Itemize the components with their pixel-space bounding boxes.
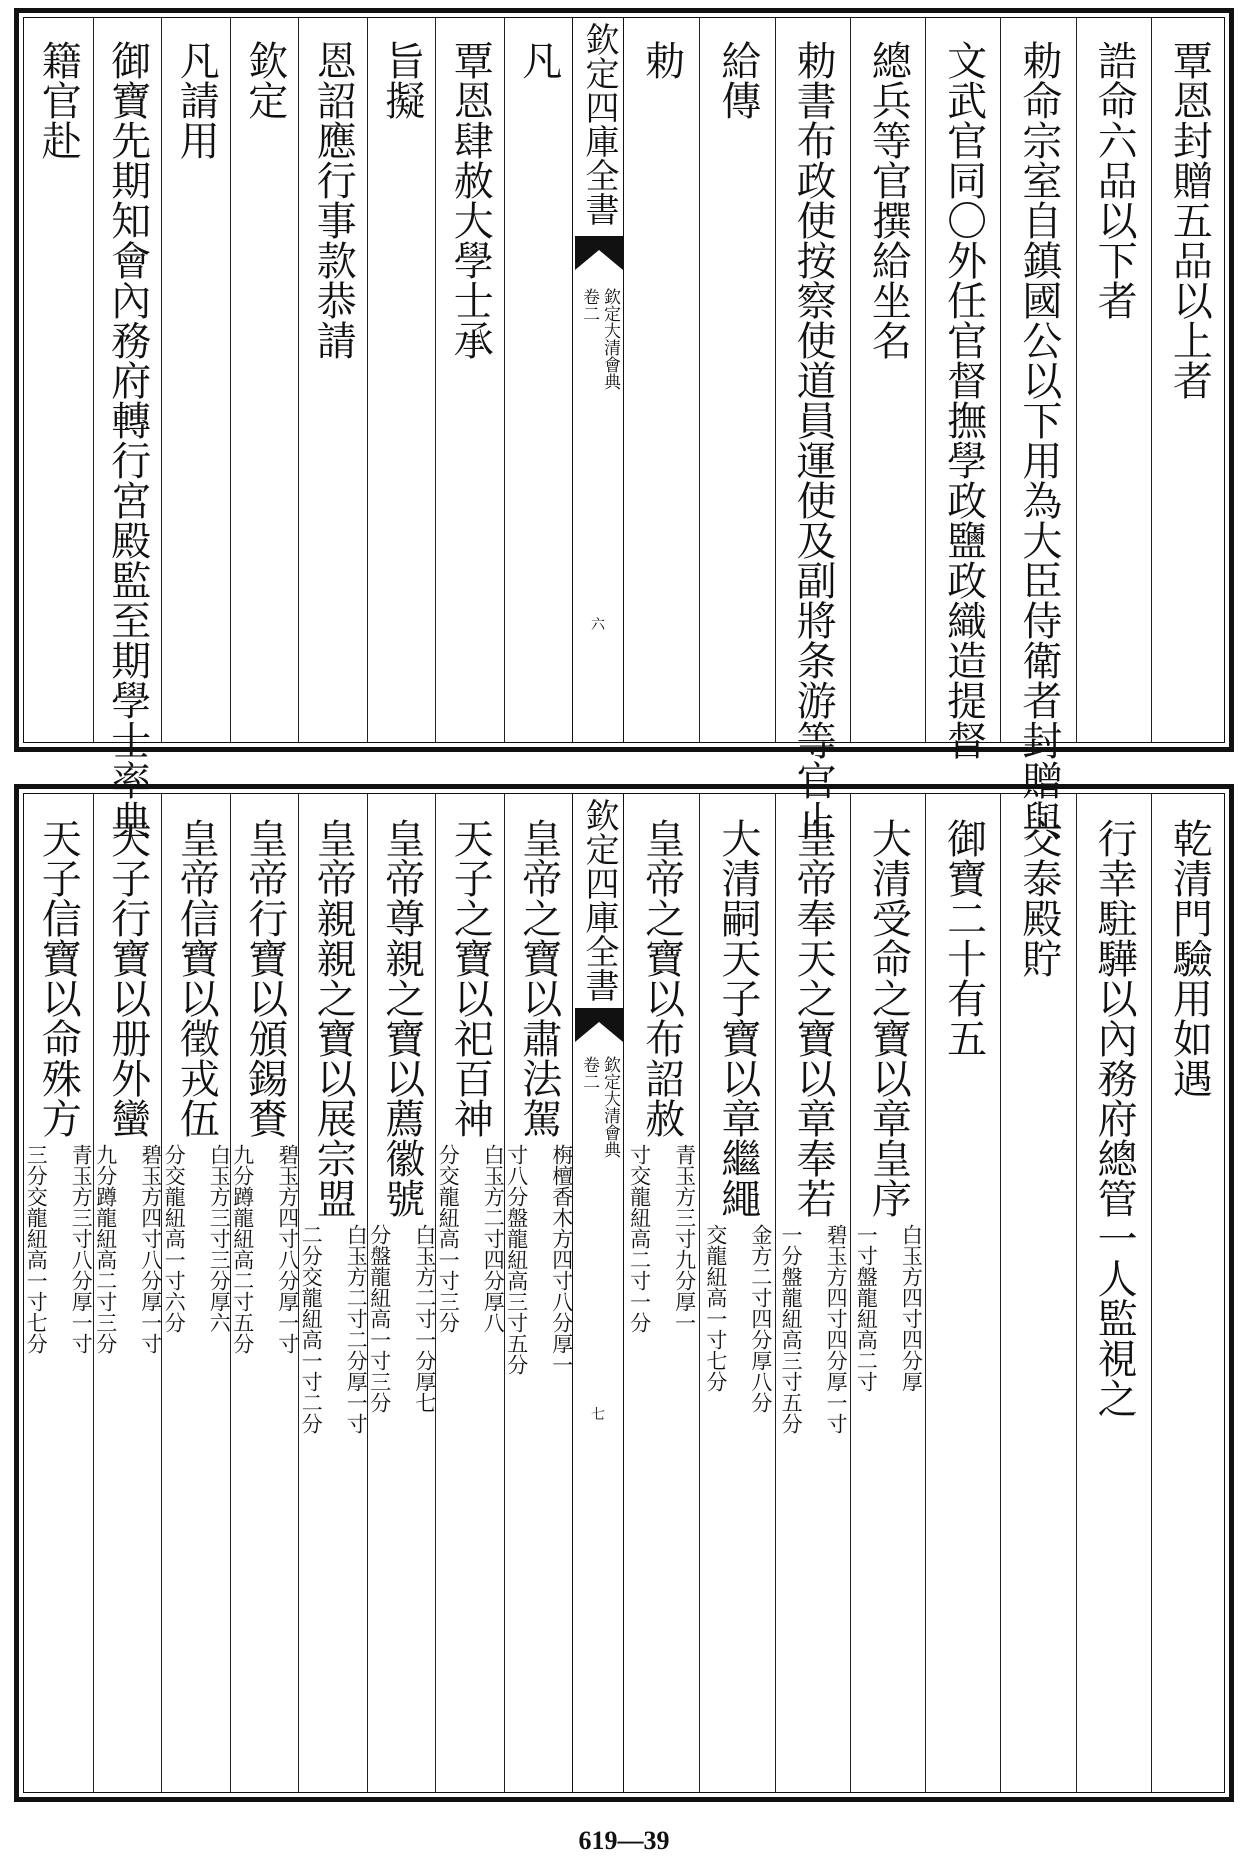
center-subtitle-book: 欽定大清會典 xyxy=(600,288,620,390)
annotation-line: 碧玉方四寸四分厚一寸 xyxy=(824,1224,849,1434)
annotation-line: 白玉方三寸三分厚六 xyxy=(207,1144,232,1333)
annotation-line: 栴檀香木方四寸八分厚一 xyxy=(549,1144,574,1375)
text-column xyxy=(699,18,774,742)
column-main-text: 勅命宗室自鎮國公以下用為大臣侍衛者封贈與 xyxy=(1015,40,1062,840)
text-column xyxy=(367,18,436,742)
column-main-text: 皇帝行寶以頒錫賚 xyxy=(241,818,288,1138)
column-annotation xyxy=(95,1144,161,1354)
annotation-line: 交龍紐高一寸七分 xyxy=(703,1224,728,1392)
column-main-text: 皇帝尊親之寶以薦徽號 xyxy=(378,818,425,1218)
annotation-line: 金方二寸四分厚八分 xyxy=(748,1224,773,1413)
column-main-text: 皇帝親親之寶以展宗盟 xyxy=(310,818,357,1218)
column-main-text: 凡請用 xyxy=(173,40,220,160)
text-column xyxy=(624,18,699,742)
column-main-text: 誥命六品以下者 xyxy=(1091,40,1138,320)
text-column xyxy=(24,18,93,742)
fish-tail-ornament-icon xyxy=(575,1008,623,1042)
column-main-text: 大清受命之寶以章皇序 xyxy=(865,818,912,1218)
text-column xyxy=(925,18,1000,760)
column-main-text: 恩詔應行事款恭請 xyxy=(310,40,357,360)
text-column xyxy=(775,18,850,840)
column-main-text: 御寶二十有五 xyxy=(940,818,987,1058)
bottom-page xyxy=(14,784,1234,1802)
column-main-text: 覃恩肆赦大學士承 xyxy=(447,40,494,360)
text-column xyxy=(1151,18,1226,742)
annotation-line: 白玉方二寸一分厚七 xyxy=(412,1224,437,1413)
text-column xyxy=(435,794,504,1792)
column-main-text: 天子信寶以命殊方 xyxy=(35,818,82,1138)
page-footer-number: 619—39 xyxy=(578,1826,670,1855)
column-main-text: 交泰殿貯 xyxy=(1015,818,1062,978)
column-annotation xyxy=(436,1144,506,1333)
column-main-text: 給傳 xyxy=(714,40,761,120)
column-main-text: 總兵等官撰給坐名 xyxy=(865,40,912,360)
center-subtitle xyxy=(569,288,629,390)
text-column xyxy=(161,794,230,1792)
text-column xyxy=(504,18,573,742)
center-page-number: 七 xyxy=(591,1407,605,1423)
annotation-line: 分交龍紐高一寸三分 xyxy=(436,1144,461,1333)
top-page xyxy=(14,8,1234,840)
annotation-line: 白玉方二寸四分厚八 xyxy=(481,1144,506,1333)
column-main-text: 欽定 xyxy=(241,40,288,120)
column-annotation xyxy=(232,1144,298,1354)
center-subtitle-volume: 卷二 xyxy=(579,1056,599,1090)
column-annotation xyxy=(779,1224,849,1434)
annotation-line: 碧玉方四寸八分厚一寸 xyxy=(138,1144,163,1354)
text-column xyxy=(1000,18,1075,840)
annotation-line: 二分交龍紐高一寸二分 xyxy=(299,1224,324,1434)
annotation-line: 白玉方二寸二分厚一寸 xyxy=(344,1224,369,1434)
text-column xyxy=(1000,794,1075,1792)
text-column xyxy=(1076,18,1151,742)
annotation-line: 九分蹲龍紐高二寸三分 xyxy=(93,1144,118,1354)
column-main-text: 乾清門驗用如遇 xyxy=(1166,818,1213,1098)
column-main-text: 籍官赴 xyxy=(35,40,82,160)
text-column xyxy=(1151,794,1226,1792)
column-main-text: 勅書布政使按察使道員運使及副將条游等官止 xyxy=(790,40,837,840)
annotation-line: 分交龍紐高一寸六分 xyxy=(162,1144,187,1333)
text-column xyxy=(624,794,699,1792)
text-column xyxy=(699,794,774,1792)
text-column xyxy=(298,18,367,742)
text-column xyxy=(298,794,367,1792)
center-subtitle-volume: 卷二 xyxy=(579,288,599,322)
text-column xyxy=(367,794,436,1792)
text-column xyxy=(1076,794,1151,1792)
text-column xyxy=(504,794,573,1792)
column-annotation xyxy=(162,1144,232,1333)
column-annotation xyxy=(854,1224,924,1392)
annotation-line: 三分交龍紐高一寸七分 xyxy=(24,1144,49,1354)
annotation-line: 一分盤龍紐高三寸五分 xyxy=(779,1224,804,1434)
text-column xyxy=(435,18,504,742)
text-column xyxy=(850,794,925,1792)
center-title: 欽定四庫全書 xyxy=(579,22,619,226)
column-main-text: 行幸駐驊以內務府總管一人監視之 xyxy=(1091,818,1138,1418)
bottom-page-inner-frame xyxy=(23,793,1225,1793)
annotation-line: 青玉方三寸八分厚一寸 xyxy=(69,1144,94,1354)
center-subtitle xyxy=(569,1056,629,1158)
text-column xyxy=(925,794,1000,1792)
column-main-text: 凡 xyxy=(515,40,562,80)
annotation-line: 九分蹲龍紐高二寸五分 xyxy=(230,1144,255,1354)
column-main-text: 皇帝信寶以徵戎伍 xyxy=(173,818,220,1138)
column-annotation xyxy=(705,1224,771,1413)
column-main-text: 旨擬 xyxy=(378,40,425,120)
annotation-line: 寸八分盤龍紐高三寸五分 xyxy=(504,1144,529,1375)
top-page-inner-frame xyxy=(23,17,1225,840)
text-column xyxy=(24,794,93,1792)
center-subtitle-book: 欽定大清會典 xyxy=(600,1056,620,1158)
column-main-text: 皇帝奉天之寶以章奉若 xyxy=(790,818,837,1218)
text-column xyxy=(230,18,299,742)
text-column xyxy=(93,794,162,1792)
center-strip-bottom xyxy=(572,794,624,1792)
column-main-text: 大清嗣天子寶以章繼繩 xyxy=(714,818,761,1218)
column-main-text: 勅 xyxy=(638,40,685,80)
text-column xyxy=(850,18,925,742)
center-strip-top xyxy=(572,18,624,742)
text-column xyxy=(93,18,162,840)
column-main-text: 御寶先期知會內務府轉行宮殿監至期學士率典 xyxy=(104,40,151,840)
text-column xyxy=(230,794,299,1792)
annotation-line: 白玉方四寸四分厚 xyxy=(899,1224,924,1392)
column-annotation xyxy=(629,1144,695,1333)
text-column xyxy=(775,794,850,1792)
column-main-text: 覃恩封贈五品以上者 xyxy=(1166,40,1213,400)
annotation-line: 青玉方三寸九分厚一 xyxy=(672,1144,697,1333)
column-annotation xyxy=(506,1144,572,1375)
fish-tail-ornament-icon xyxy=(575,236,623,270)
column-annotation xyxy=(369,1224,435,1413)
column-main-text: 天子之寶以祀百神 xyxy=(447,818,494,1138)
column-main-text: 皇帝之寶以布詔赦 xyxy=(638,818,685,1138)
annotation-line: 碧玉方四寸八分厚一寸 xyxy=(275,1144,300,1354)
center-page-number: 六 xyxy=(591,617,605,633)
text-column xyxy=(161,18,230,742)
column-main-text: 皇帝之寶以肅法駕 xyxy=(515,818,562,1138)
column-main-text: 文武官同〇外任官督撫學政鹽政織造提督 xyxy=(940,40,987,760)
column-annotation xyxy=(299,1224,369,1434)
column-annotation xyxy=(24,1144,94,1354)
center-title: 欽定四庫全書 xyxy=(579,798,619,1002)
annotation-line: 分盤龍紐高一寸三分 xyxy=(367,1224,392,1413)
annotation-line: 一寸盤龍紐高二寸 xyxy=(854,1224,879,1392)
annotation-line: 寸交龍紐高二寸一分 xyxy=(627,1144,652,1333)
column-main-text: 天子行寶以册外蠻 xyxy=(104,818,151,1138)
